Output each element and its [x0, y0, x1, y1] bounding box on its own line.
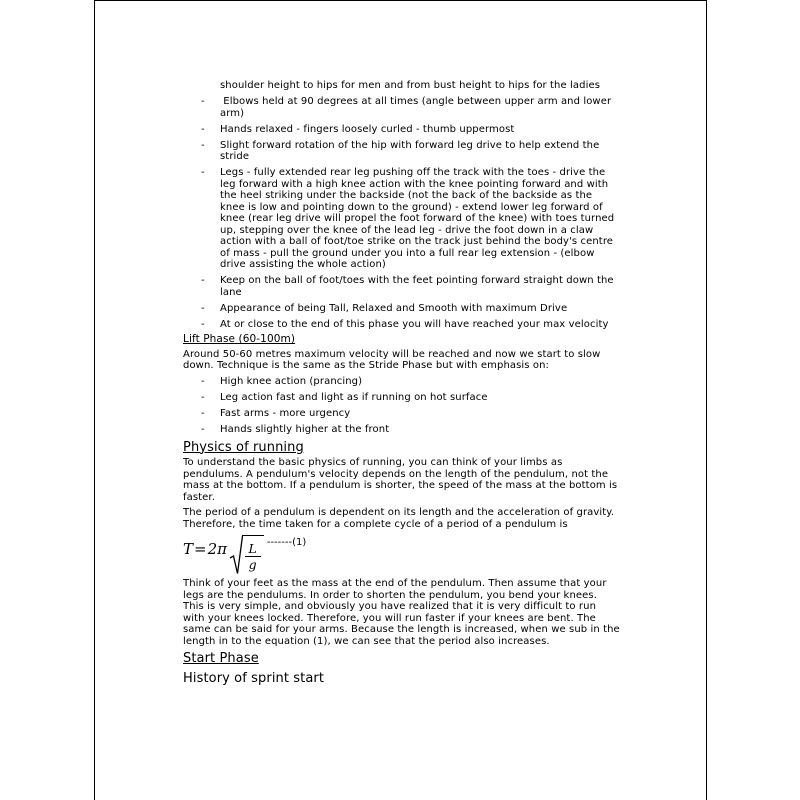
equation-number-annotation: -------(1) [266, 537, 307, 548]
bullet-dash: - [201, 408, 205, 419]
lift-phase-intro: Around 50-60 metres maximum velocity will be reached and now we start to slow down. Technique is the same as the Stride Phase but with emphasis on: [183, 348, 601, 371]
fraction-numerator: L [245, 542, 261, 557]
list-item-text: Keep on the ball of foot/toes with the feet pointing forward straight down the lane [220, 275, 617, 298]
list-item [183, 167, 620, 271]
bullet-continuation-text: shoulder height to hips for men and from bust height to hips for the ladies [220, 80, 601, 91]
lift-phase-heading: Lift Phase (60-100m) [183, 333, 296, 345]
equation-coefficient: 2π [207, 540, 227, 558]
history-of-sprint-start-subheading: History of sprint start [183, 670, 325, 686]
list-item [183, 303, 620, 315]
list-item-text: Hands relaxed - fingers loosely curled - thumb uppermost [220, 123, 515, 135]
list-item-text: Fast arms - more urgency [220, 408, 351, 419]
list-item [183, 96, 620, 119]
equation-lhs: T [183, 540, 194, 558]
physics-paragraph-2: The period of a pendulum is dependent on its length and the acceleration of gravity. Therefore, the time taken for a complete cycle of a period of a pendulum is [183, 507, 615, 530]
square-root-group [229, 533, 264, 575]
bullet-dash: - [201, 167, 205, 178]
bullet-dash: - [201, 302, 205, 314]
bullet-dash: - [201, 96, 205, 107]
list-item-text: Slight forward rotation of the hip with forward leg drive to help extend the stride [220, 139, 603, 162]
list-item [183, 275, 620, 298]
bullet-dash: - [201, 376, 205, 387]
list-item [183, 140, 620, 163]
document-content [183, 1, 620, 686]
list-item-text: Leg action fast and light as if running on hot surface [220, 392, 488, 403]
document-page [94, 0, 707, 800]
bullet-dash: - [201, 392, 205, 403]
list-item-text: Hands slightly higher at the front [220, 424, 390, 435]
physics-paragraph-3: Think of your feet as the mass at the end of the pendulum. Then assume that your legs are the pendulums. In order to shorten the pendulum, you bend your knees. This is very simple, and obviously you have realized that it is very difficult to run with your knees locked. Therefore, you will run faster if your knees are bent. The same can be said for your arms. Because the length is increased, when we sub in the length in to the equation (1), we can see that the period also increases. [183, 578, 620, 647]
physics-of-running-heading: Physics of running [183, 439, 304, 455]
list-item-text: Appearance of being Tall, Relaxed and Smooth with maximum Drive [220, 302, 568, 314]
fraction-denominator: g [248, 556, 257, 572]
physics-paragraph-1: To understand the basic physics of running, you can think of your limbs as pendulums. A pendulum's velocity depends on the length of the pendulum, not the mass at the bottom. If a pendulum is shorter, the speed of the mass at the bottom is faster. [183, 457, 618, 503]
list-item-text: Elbows held at 90 degrees at all times (angle between upper arm and lower arm) [220, 96, 615, 119]
fraction [245, 542, 261, 571]
list-item-text: At or close to the end of this phase you will have reached your max velocity [220, 318, 609, 330]
list-item [183, 392, 620, 404]
bullet-dash: - [201, 424, 205, 435]
list-item [183, 376, 620, 388]
bullet-dash: - [201, 139, 205, 151]
list-item [183, 408, 620, 420]
bullet-dash: - [201, 275, 205, 286]
list-item-text: Legs - fully extended rear leg pushing off the track with the toes - drive the leg forward with a high knee action with the knee pointing forward and with the heel striking under the backside (not the back of the backside as the knee is low and pointing down to the ground) - extend lower leg forward of knee (rear leg drive will propel the foot forward of the knee) with toes turned up, stepping over the knee of the lead leg - drive the foot down in a claw action with a ball of foot/toe strike on the track just behind the body's centre of mass - pull the ground under you into a full rear leg extension - (elbow drive assisting the whole action) [220, 167, 618, 270]
bullet-dash: - [201, 318, 205, 330]
bullet-dash: - [201, 123, 205, 135]
list-item [183, 319, 620, 331]
radicand [242, 535, 264, 571]
start-phase-heading: Start Phase [183, 651, 259, 666]
pendulum-period-equation [183, 533, 620, 576]
list-item [183, 124, 620, 136]
list-item [183, 424, 620, 436]
list-item-text: High knee action (prancing) [220, 376, 363, 387]
equation-equals-sign: = [194, 540, 207, 558]
